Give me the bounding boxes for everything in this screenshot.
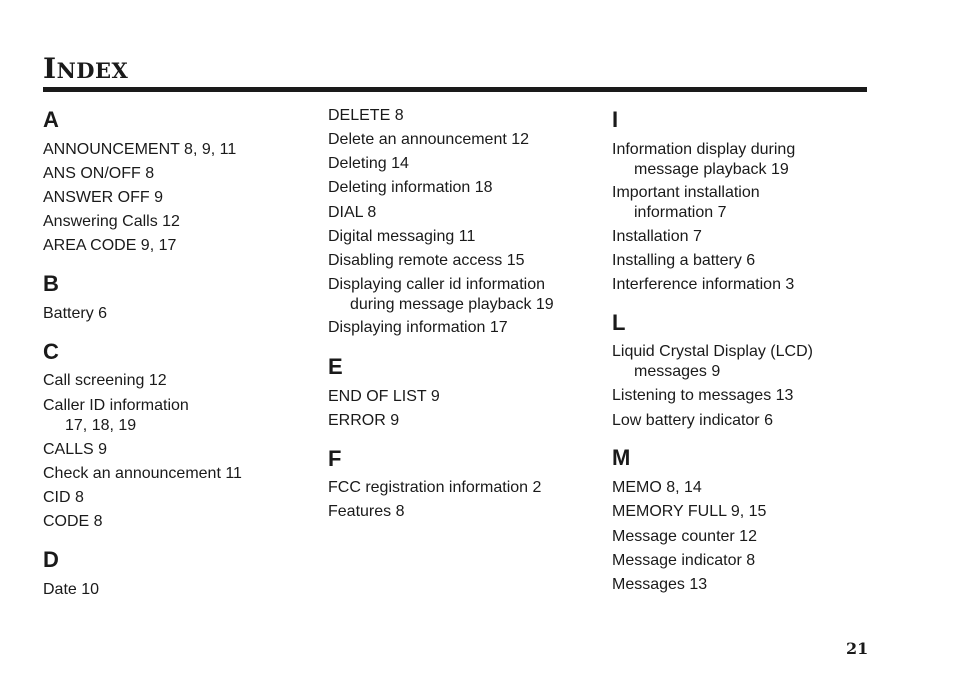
section-letter-e: E <box>328 354 343 379</box>
index-entry-text: Battery 6 <box>43 305 108 322</box>
index-entry-text: Message indicator 8 <box>612 552 756 569</box>
index-entry-text: FCC registration information 2 <box>328 479 542 496</box>
index-entry <box>612 227 702 247</box>
index-entry-text: CID 8 <box>43 489 84 506</box>
section-letter-i: I <box>612 107 619 132</box>
index-entry-text: Displaying information 17 <box>328 319 508 336</box>
index-entry <box>328 106 404 126</box>
index-entry <box>328 275 554 315</box>
index-entry-continuation: messages 9 <box>634 363 721 380</box>
index-entry-text: CALLS 9 <box>43 441 108 458</box>
index-entry <box>43 464 242 484</box>
index-entry <box>612 386 793 406</box>
index-entry <box>328 387 440 407</box>
index-entry <box>43 396 189 436</box>
index-entry-text: Deleting 14 <box>328 155 409 172</box>
index-entry-text: MEMORY FULL 9, 15 <box>612 503 767 520</box>
index-entry <box>612 275 794 295</box>
title-initial: I <box>43 52 57 85</box>
index-entry <box>43 440 107 460</box>
index-entry-text: DELETE 8 <box>328 107 404 124</box>
index-entry <box>43 140 236 160</box>
index-entry-text: Deleting information 18 <box>328 179 493 196</box>
index-entry <box>43 488 84 508</box>
index-entry <box>328 203 376 223</box>
index-entry-text: ANSWER OFF 9 <box>43 189 164 206</box>
index-entry-text: Important installation <box>612 184 760 201</box>
index-entry <box>328 154 409 174</box>
index-entry-text: Features 8 <box>328 503 405 520</box>
index-entry-text: END OF LIST 9 <box>328 388 440 405</box>
index-entry <box>328 478 541 498</box>
index-entry <box>328 227 475 247</box>
index-entry <box>328 502 404 522</box>
index-entry-text: CODE 8 <box>43 513 103 530</box>
section-letter-m: M <box>612 445 631 470</box>
section-letter-l: L <box>612 310 626 335</box>
index-entry-text: Date 10 <box>43 581 100 598</box>
index-entry-text: Displaying caller id information <box>328 276 545 293</box>
index-entry <box>328 251 525 271</box>
index-entry <box>612 342 813 382</box>
index-entry-text: Listening to messages 13 <box>612 387 794 404</box>
index-entry-text: DIAL 8 <box>328 204 377 221</box>
index-entry-text: Disabling remote access 15 <box>328 252 525 269</box>
index-entry-continuation: during message playback 19 <box>350 296 554 313</box>
index-entry-text: Digital messaging 11 <box>328 228 476 245</box>
index-entry <box>612 411 773 431</box>
index-entry-text: Message counter 12 <box>612 528 757 545</box>
index-entry-text: Caller ID information <box>43 397 189 414</box>
index-entry-text: Call screening 12 <box>43 372 167 389</box>
index-entry <box>612 478 702 498</box>
index-entry <box>612 551 755 571</box>
index-entry-continuation: 17, 18, 19 <box>65 417 137 434</box>
index-entry-text: ANS ON/OFF 8 <box>43 165 155 182</box>
title-rest: NDEX <box>56 58 129 83</box>
page-title <box>43 52 128 88</box>
index-entry <box>43 371 167 391</box>
index-entry-text: Information display during <box>612 141 796 158</box>
index-entry-text: Installation 7 <box>612 228 702 245</box>
section-letter-b: B <box>43 271 59 296</box>
index-entry <box>328 130 529 150</box>
index-entry <box>612 251 755 271</box>
section-letter-d: D <box>43 547 59 572</box>
index-entry <box>612 140 795 180</box>
index-entry-text: Answering Calls 12 <box>43 213 180 230</box>
index-entry-text: Installing a battery 6 <box>612 252 756 269</box>
index-entry <box>43 212 180 232</box>
index-entry <box>612 183 760 223</box>
index-entry-text: Liquid Crystal Display (LCD) <box>612 343 813 360</box>
index-entry <box>43 580 99 600</box>
index-entry-text: ANNOUNCEMENT 8, 9, 11 <box>43 141 237 158</box>
index-entry <box>328 411 399 431</box>
index-entry <box>43 512 103 532</box>
index-entry-text: MEMO 8, 14 <box>612 479 702 496</box>
index-entry <box>612 502 766 522</box>
index-entry <box>328 318 508 338</box>
index-entry <box>612 527 757 547</box>
index-entry <box>612 575 707 595</box>
index-entry-text: Messages 13 <box>612 576 708 593</box>
index-entry-continuation: message playback 19 <box>634 161 789 178</box>
index-entry-text: Low battery indicator 6 <box>612 412 773 429</box>
index-entry-text: AREA CODE 9, 17 <box>43 237 177 254</box>
index-entry <box>43 236 176 256</box>
index-entry-text: Interference information 3 <box>612 276 795 293</box>
index-entry-text: Delete an announcement 12 <box>328 131 530 148</box>
index-entry <box>43 188 163 208</box>
index-entry-continuation: information 7 <box>634 204 727 221</box>
index-entry <box>43 304 107 324</box>
section-letter-f: F <box>328 446 342 471</box>
index-entry <box>328 178 493 198</box>
page-number: 21 <box>846 639 869 658</box>
index-entry-text: Check an announcement 11 <box>43 465 242 482</box>
section-letter-a: A <box>43 107 59 132</box>
section-letter-c: C <box>43 339 59 364</box>
index-entry <box>43 164 154 184</box>
title-rule <box>43 87 867 92</box>
index-entry-text: ERROR 9 <box>328 412 400 429</box>
